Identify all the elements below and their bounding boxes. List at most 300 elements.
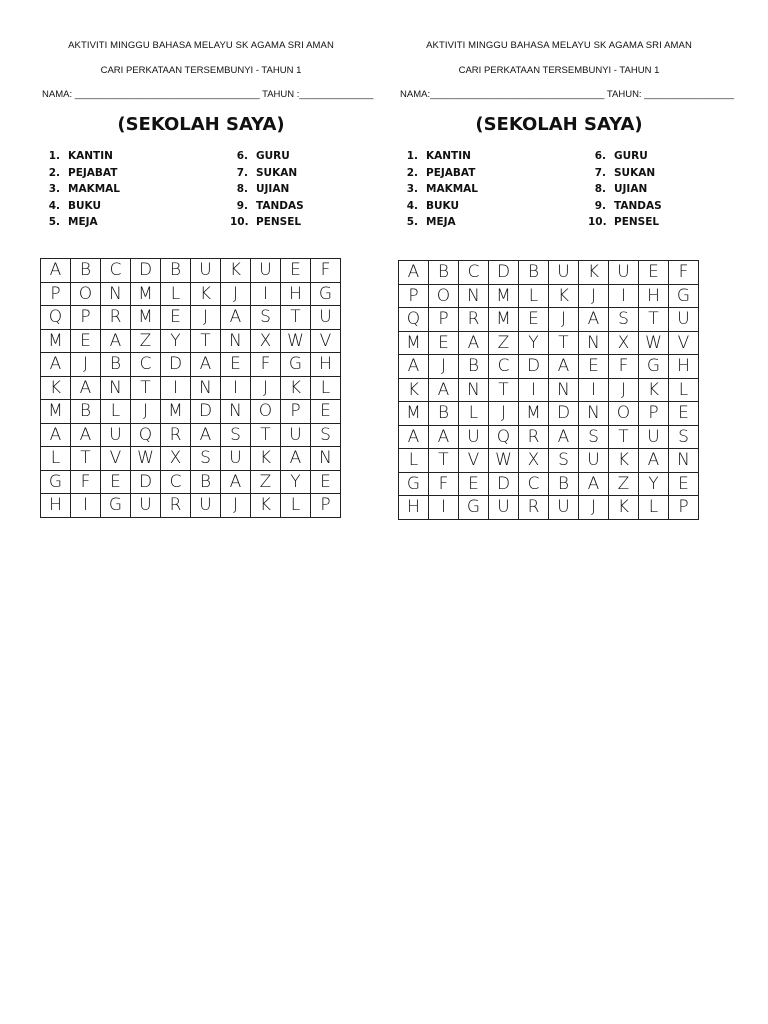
grid-cell[interactable]: Y <box>161 329 191 353</box>
word-number: 7. <box>594 166 606 179</box>
grid-cell[interactable]: K <box>609 449 639 473</box>
activity-subheader: CARI PERKATAAN TERSEMBUNYI - TAHUN 1 <box>100 65 302 76</box>
grid-cell[interactable]: J <box>549 308 579 332</box>
word-number: 1. <box>48 150 60 162</box>
grid-cell[interactable]: M <box>489 284 519 308</box>
grid-cell[interactable]: H <box>639 284 669 308</box>
grid-cell[interactable]: Z <box>489 331 519 355</box>
grid-cell[interactable]: J <box>489 402 519 426</box>
grid-cell[interactable]: N <box>669 449 699 473</box>
grid-cell[interactable]: O <box>251 400 281 424</box>
grid-cell[interactable]: V <box>311 329 341 353</box>
grid-cell[interactable]: N <box>191 376 221 400</box>
grid-cell[interactable]: J <box>251 376 281 400</box>
grid-cell[interactable]: M <box>41 400 71 424</box>
puzzle-title: (SEKOLAH SAYA) <box>475 114 643 135</box>
grid-cell[interactable]: H <box>311 353 341 377</box>
grid-cell[interactable]: A <box>71 423 101 447</box>
grid-cell[interactable]: F <box>669 261 699 285</box>
grid-cell[interactable]: X <box>251 329 281 353</box>
grid-cell[interactable]: A <box>41 259 71 283</box>
grid-cell[interactable]: P <box>399 284 429 308</box>
puzzle-title: (SEKOLAH SAYA) <box>117 114 285 135</box>
word-list-item <box>400 167 475 179</box>
word-number: 9. <box>236 199 248 212</box>
grid-cell[interactable]: H <box>669 355 699 379</box>
grid-cell[interactable]: S <box>669 425 699 449</box>
grid-cell[interactable]: M <box>161 400 191 424</box>
grid-cell[interactable]: J <box>191 306 221 330</box>
grid-cell[interactable]: P <box>311 494 341 518</box>
grid-cell[interactable]: T <box>71 447 101 471</box>
grid-cell[interactable]: E <box>429 331 459 355</box>
grid-cell[interactable]: A <box>399 425 429 449</box>
grid-cell[interactable]: L <box>639 496 669 520</box>
grid-cell[interactable]: I <box>609 284 639 308</box>
grid-cell[interactable]: T <box>281 306 311 330</box>
grid-cell[interactable]: D <box>131 470 161 494</box>
word-text: GURU <box>256 150 290 162</box>
grid-cell[interactable]: G <box>101 494 131 518</box>
grid-cell[interactable]: U <box>281 423 311 447</box>
grid-cell[interactable]: K <box>549 284 579 308</box>
grid-cell[interactable]: U <box>609 261 639 285</box>
grid-cell[interactable]: W <box>131 447 161 471</box>
grid-cell[interactable]: G <box>459 496 489 520</box>
grid-cell[interactable]: A <box>459 331 489 355</box>
grid-cell[interactable]: E <box>221 353 251 377</box>
word-list-item <box>588 200 662 212</box>
grid-cell[interactable]: K <box>251 494 281 518</box>
word-list-item <box>42 167 117 179</box>
grid-cell[interactable]: A <box>191 353 221 377</box>
grid-cell[interactable]: U <box>101 423 131 447</box>
grid-cell[interactable]: L <box>281 494 311 518</box>
grid-cell[interactable]: R <box>519 425 549 449</box>
grid-cell[interactable]: X <box>519 449 549 473</box>
grid-cell[interactable]: K <box>639 378 669 402</box>
grid-cell[interactable]: T <box>489 378 519 402</box>
grid-cell[interactable]: U <box>221 447 251 471</box>
grid-cell[interactable]: S <box>311 423 341 447</box>
grid-cell[interactable]: R <box>101 306 131 330</box>
grid-cell[interactable]: I <box>71 494 101 518</box>
grid-cell[interactable]: K <box>221 259 251 283</box>
word-list-item <box>230 216 301 228</box>
word-number: 9. <box>594 199 606 212</box>
grid-cell[interactable]: J <box>221 494 251 518</box>
grid-cell[interactable]: B <box>549 472 579 496</box>
grid-cell[interactable]: T <box>549 331 579 355</box>
word-list-item <box>230 167 297 179</box>
grid-cell[interactable]: N <box>311 447 341 471</box>
grid-cell[interactable]: B <box>161 259 191 283</box>
grid-cell[interactable]: W <box>281 329 311 353</box>
grid-cell[interactable]: H <box>281 282 311 306</box>
grid-cell[interactable]: K <box>399 378 429 402</box>
grid-cell[interactable]: S <box>221 423 251 447</box>
grid-cell[interactable]: P <box>429 308 459 332</box>
word-list-item <box>400 216 456 228</box>
name-class-line: NAMA: ___________________________________ TAHUN :______________ <box>42 89 374 100</box>
grid-cell[interactable]: M <box>399 331 429 355</box>
grid-cell[interactable]: U <box>489 496 519 520</box>
activity-header: AKTIVITI MINGGU BAHASA MELAYU SK AGAMA SRI AMAN <box>426 40 692 51</box>
grid-cell[interactable]: K <box>41 376 71 400</box>
grid-cell[interactable]: E <box>519 308 549 332</box>
word-number: 5. <box>48 216 60 229</box>
word-text: MAKMAL <box>426 183 478 196</box>
grid-cell[interactable]: J <box>221 282 251 306</box>
grid-cell[interactable]: Q <box>489 425 519 449</box>
grid-cell[interactable]: D <box>489 261 519 285</box>
word-list-item <box>230 150 290 162</box>
word-number: 7. <box>236 166 248 179</box>
word-list-item <box>588 150 648 162</box>
grid-cell[interactable]: B <box>71 259 101 283</box>
word-text: UJIAN <box>256 183 290 196</box>
grid-cell[interactable]: J <box>579 496 609 520</box>
grid-cell[interactable]: W <box>639 331 669 355</box>
grid-cell[interactable]: E <box>639 261 669 285</box>
grid-cell[interactable]: G <box>41 470 71 494</box>
grid-cell[interactable]: C <box>101 259 131 283</box>
grid-cell[interactable]: Q <box>399 308 429 332</box>
grid-row <box>399 261 699 285</box>
grid-cell[interactable]: G <box>669 284 699 308</box>
grid-cell[interactable]: A <box>41 423 71 447</box>
grid-cell[interactable]: J <box>131 400 161 424</box>
word-number: 3. <box>406 183 418 196</box>
word-number: 3. <box>48 183 60 196</box>
grid-cell[interactable]: F <box>251 353 281 377</box>
word-list-item <box>42 200 101 212</box>
word-text: GURU <box>614 150 648 162</box>
grid-row <box>399 496 699 520</box>
grid-cell[interactable]: N <box>101 376 131 400</box>
grid-cell[interactable]: U <box>131 494 161 518</box>
grid-cell[interactable]: T <box>131 376 161 400</box>
grid-cell[interactable]: L <box>161 282 191 306</box>
grid-cell[interactable]: L <box>669 378 699 402</box>
grid-cell[interactable]: E <box>579 355 609 379</box>
grid-cell[interactable]: L <box>41 447 71 471</box>
grid-cell[interactable]: I <box>221 376 251 400</box>
word-search-grid <box>398 260 699 520</box>
grid-cell[interactable]: P <box>281 400 311 424</box>
grid-cell[interactable]: G <box>281 353 311 377</box>
grid-cell[interactable]: C <box>459 261 489 285</box>
grid-cell[interactable]: E <box>161 306 191 330</box>
grid-cell[interactable]: T <box>251 423 281 447</box>
grid-cell[interactable]: R <box>161 494 191 518</box>
grid-cell[interactable]: E <box>311 470 341 494</box>
grid-cell[interactable]: L <box>399 449 429 473</box>
grid-cell[interactable]: E <box>281 259 311 283</box>
word-number: 6. <box>594 150 606 162</box>
grid-cell[interactable]: R <box>459 308 489 332</box>
word-text: MAKMAL <box>68 183 120 196</box>
grid-cell[interactable]: R <box>519 496 549 520</box>
grid-cell[interactable]: S <box>251 306 281 330</box>
grid-cell[interactable]: N <box>549 378 579 402</box>
grid-cell[interactable]: T <box>429 449 459 473</box>
grid-row <box>41 494 341 518</box>
grid-cell[interactable]: U <box>639 425 669 449</box>
grid-row <box>399 355 699 379</box>
word-text: BUKU <box>426 199 460 212</box>
grid-row <box>399 449 699 473</box>
grid-cell[interactable]: O <box>71 282 101 306</box>
grid-cell[interactable]: J <box>71 353 101 377</box>
grid-cell[interactable]: U <box>311 306 341 330</box>
grid-cell[interactable]: U <box>191 259 221 283</box>
grid-cell[interactable]: M <box>131 306 161 330</box>
grid-cell[interactable]: N <box>221 400 251 424</box>
grid-cell[interactable]: M <box>41 329 71 353</box>
grid-cell[interactable]: N <box>579 402 609 426</box>
word-number: 8. <box>594 183 606 196</box>
grid-cell[interactable]: A <box>101 329 131 353</box>
grid-row <box>399 284 699 308</box>
word-list-item <box>400 200 459 212</box>
grid-cell[interactable]: A <box>71 376 101 400</box>
grid-cell[interactable]: U <box>459 425 489 449</box>
grid-row <box>399 331 699 355</box>
grid-cell[interactable]: S <box>609 308 639 332</box>
grid-cell[interactable]: S <box>549 449 579 473</box>
grid-cell[interactable]: B <box>459 355 489 379</box>
grid-cell[interactable]: N <box>459 284 489 308</box>
word-number: 10. <box>588 216 607 229</box>
grid-cell[interactable]: Q <box>131 423 161 447</box>
activity-header: AKTIVITI MINGGU BAHASA MELAYU SK AGAMA SRI AMAN <box>68 40 334 51</box>
grid-cell[interactable]: O <box>429 284 459 308</box>
grid-cell[interactable]: J <box>609 378 639 402</box>
grid-cell[interactable]: K <box>281 376 311 400</box>
grid-row <box>41 423 341 447</box>
grid-cell[interactable]: B <box>429 402 459 426</box>
grid-cell[interactable]: G <box>639 355 669 379</box>
grid-cell[interactable]: A <box>221 470 251 494</box>
grid-row <box>41 376 341 400</box>
grid-cell[interactable]: I <box>519 378 549 402</box>
grid-cell[interactable]: D <box>191 400 221 424</box>
grid-cell[interactable]: F <box>429 472 459 496</box>
grid-cell[interactable]: U <box>549 496 579 520</box>
grid-row <box>41 259 341 283</box>
grid-cell[interactable]: A <box>549 425 579 449</box>
grid-cell[interactable]: A <box>429 425 459 449</box>
grid-cell[interactable]: F <box>609 355 639 379</box>
grid-cell[interactable]: B <box>519 261 549 285</box>
grid-cell[interactable]: E <box>101 470 131 494</box>
grid-row <box>399 425 699 449</box>
word-list-item <box>400 183 478 195</box>
grid-cell[interactable]: D <box>131 259 161 283</box>
word-list-item <box>400 150 471 162</box>
grid-cell[interactable]: A <box>41 353 71 377</box>
grid-cell[interactable]: I <box>429 496 459 520</box>
grid-cell[interactable]: M <box>489 308 519 332</box>
grid-row <box>41 400 341 424</box>
grid-cell[interactable]: E <box>669 402 699 426</box>
word-text: KANTIN <box>426 150 471 162</box>
grid-cell[interactable]: P <box>71 306 101 330</box>
word-search-grid <box>40 258 341 518</box>
grid-cell[interactable]: V <box>459 449 489 473</box>
word-text: PEJABAT <box>426 166 476 179</box>
grid-cell[interactable]: U <box>549 261 579 285</box>
grid-cell[interactable]: B <box>71 400 101 424</box>
word-text: PENSEL <box>614 216 660 229</box>
word-list-item <box>42 216 98 228</box>
grid-cell[interactable]: A <box>191 423 221 447</box>
grid-cell[interactable]: N <box>579 331 609 355</box>
grid-cell[interactable]: D <box>519 355 549 379</box>
grid-cell[interactable]: K <box>191 282 221 306</box>
grid-cell[interactable]: T <box>191 329 221 353</box>
grid-cell[interactable]: E <box>669 472 699 496</box>
grid-cell[interactable]: C <box>519 472 549 496</box>
grid-cell[interactable]: T <box>639 308 669 332</box>
grid-cell[interactable]: K <box>579 261 609 285</box>
grid-cell[interactable]: L <box>459 402 489 426</box>
grid-cell[interactable]: E <box>459 472 489 496</box>
grid-cell[interactable]: I <box>251 282 281 306</box>
grid-cell[interactable]: A <box>281 447 311 471</box>
grid-cell[interactable]: B <box>191 470 221 494</box>
grid-cell[interactable]: U <box>191 494 221 518</box>
word-list-item <box>230 200 304 212</box>
word-number: 5. <box>406 216 418 229</box>
grid-cell[interactable]: Z <box>131 329 161 353</box>
word-number: 10. <box>230 216 249 229</box>
word-list-item <box>588 183 647 195</box>
grid-cell[interactable]: A <box>399 261 429 285</box>
grid-cell[interactable]: G <box>311 282 341 306</box>
grid-cell[interactable]: G <box>399 472 429 496</box>
word-text: TANDAS <box>614 199 662 212</box>
word-list-item <box>588 216 659 228</box>
grid-cell[interactable]: U <box>669 308 699 332</box>
grid-cell[interactable]: B <box>429 261 459 285</box>
grid-cell[interactable]: S <box>191 447 221 471</box>
grid-cell[interactable]: T <box>609 425 639 449</box>
grid-cell[interactable]: K <box>609 496 639 520</box>
grid-cell[interactable]: I <box>161 376 191 400</box>
word-number: 2. <box>48 166 60 179</box>
grid-cell[interactable]: F <box>71 470 101 494</box>
grid-cell[interactable]: M <box>519 402 549 426</box>
grid-cell[interactable]: Y <box>519 331 549 355</box>
grid-cell[interactable]: Q <box>41 306 71 330</box>
grid-row <box>41 306 341 330</box>
grid-cell[interactable]: W <box>489 449 519 473</box>
grid-cell[interactable]: U <box>579 449 609 473</box>
word-text: UJIAN <box>614 183 648 196</box>
word-list-item <box>588 167 655 179</box>
grid-cell[interactable]: A <box>221 306 251 330</box>
grid-row <box>399 472 699 496</box>
grid-cell[interactable]: D <box>489 472 519 496</box>
grid-cell[interactable]: L <box>101 400 131 424</box>
grid-cell[interactable]: J <box>579 284 609 308</box>
activity-subheader: CARI PERKATAAN TERSEMBUNYI - TAHUN 1 <box>458 65 660 76</box>
word-number: 1. <box>406 150 418 162</box>
grid-row <box>399 402 699 426</box>
grid-cell[interactable]: K <box>251 447 281 471</box>
grid-cell[interactable]: C <box>131 353 161 377</box>
grid-cell[interactable]: P <box>639 402 669 426</box>
grid-cell[interactable]: N <box>101 282 131 306</box>
grid-cell[interactable]: A <box>579 472 609 496</box>
grid-cell[interactable]: X <box>609 331 639 355</box>
grid-cell[interactable]: F <box>311 259 341 283</box>
grid-row <box>399 308 699 332</box>
word-list-item <box>42 183 120 195</box>
grid-cell[interactable]: Y <box>281 470 311 494</box>
grid-row <box>399 378 699 402</box>
grid-cell[interactable]: X <box>161 447 191 471</box>
grid-cell[interactable]: P <box>41 282 71 306</box>
grid-cell[interactable]: B <box>101 353 131 377</box>
grid-row <box>41 353 341 377</box>
word-text: PEJABAT <box>68 166 118 179</box>
grid-row <box>41 470 341 494</box>
grid-cell[interactable]: C <box>161 470 191 494</box>
grid-cell[interactable]: L <box>311 376 341 400</box>
grid-cell[interactable]: N <box>221 329 251 353</box>
grid-cell[interactable]: H <box>399 496 429 520</box>
word-number: 4. <box>48 199 60 212</box>
grid-cell[interactable]: E <box>311 400 341 424</box>
grid-cell[interactable]: D <box>549 402 579 426</box>
grid-cell[interactable]: M <box>399 402 429 426</box>
word-text: MEJA <box>426 216 456 229</box>
grid-cell[interactable]: Z <box>609 472 639 496</box>
grid-cell[interactable]: A <box>639 449 669 473</box>
word-list-item <box>230 183 289 195</box>
grid-cell[interactable]: P <box>669 496 699 520</box>
word-list-item <box>42 150 113 162</box>
grid-cell[interactable]: O <box>609 402 639 426</box>
grid-cell[interactable]: S <box>579 425 609 449</box>
grid-cell[interactable]: I <box>579 378 609 402</box>
grid-cell[interactable]: V <box>669 331 699 355</box>
grid-cell[interactable]: A <box>579 308 609 332</box>
grid-cell[interactable]: C <box>489 355 519 379</box>
grid-cell[interactable]: L <box>519 284 549 308</box>
grid-cell[interactable]: U <box>251 259 281 283</box>
grid-cell[interactable]: N <box>459 378 489 402</box>
grid-cell[interactable]: R <box>161 423 191 447</box>
grid-cell[interactable]: E <box>71 329 101 353</box>
grid-cell[interactable]: A <box>549 355 579 379</box>
grid-cell[interactable]: A <box>399 355 429 379</box>
grid-cell[interactable]: H <box>41 494 71 518</box>
word-number: 6. <box>236 150 248 162</box>
grid-cell[interactable]: V <box>101 447 131 471</box>
grid-cell[interactable]: A <box>429 378 459 402</box>
grid-cell[interactable]: Z <box>251 470 281 494</box>
grid-cell[interactable]: M <box>131 282 161 306</box>
word-text: TANDAS <box>256 199 304 212</box>
grid-cell[interactable]: J <box>429 355 459 379</box>
grid-cell[interactable]: Y <box>639 472 669 496</box>
grid-cell[interactable]: D <box>161 353 191 377</box>
grid-row <box>41 282 341 306</box>
